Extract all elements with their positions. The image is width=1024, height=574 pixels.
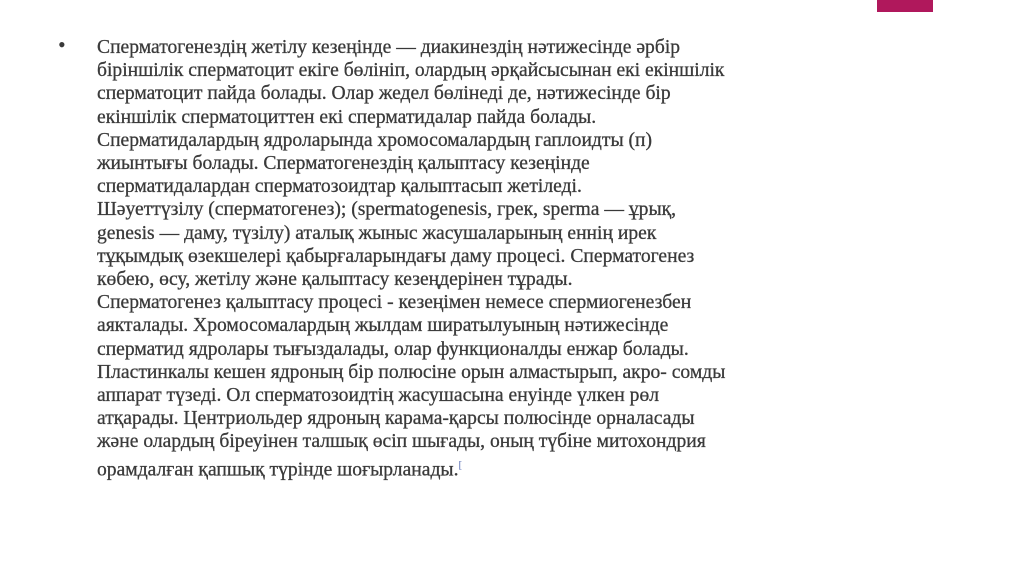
paragraph-line: екіншілік сперматоциттен екі сперматидалар пайда болады. — [97, 106, 597, 128]
paragraph-line-text: орамдалған қапшық түрінде шоғырланады. — [97, 459, 459, 481]
paragraph-line: аппарат түзеді. Ол сперматозоидтің жасушасына енуінде үлкен рөл — [97, 385, 660, 407]
paragraph-line: Шәуеттүзілу (сперматогенез); (spermatogenesis, грек, sperma — ұрық, — [97, 199, 677, 221]
paragraph-line: Сперматогенездің жетілу кезеңінде — диакинездің нәтижесінде әрбір — [97, 37, 681, 58]
paragraph-line: жиынтығы болады. Сперматогенездің қалыптасу кезеңінде — [97, 153, 590, 175]
paragraph-line: біріншілік сперматоцит екіге бөлініп, олардың әрқайсысынан екі екіншілік — [97, 60, 725, 82]
paragraph-line: сперматоцит пайда болады. Олар жедел бөлінеді де, нәтижесінде бір — [97, 83, 671, 105]
paragraph-line: Сперматогенез қалыптасу процесі - кезеңімен немесе спермиогенезбен — [97, 292, 692, 314]
bullet-marker: • — [58, 32, 66, 57]
paragraph-line: сперматидалардан сперматозоидтар қалыптасып жетіледі. — [97, 176, 582, 198]
paragraph-line: көбею, өсу, жетілу және қалыптасу кезеңдерінен тұрады. — [97, 269, 573, 291]
accent-block — [877, 0, 933, 12]
paragraph-line: аякталады. Хромосомалардың жылдам ширатылуының нәтижесінде — [97, 315, 669, 337]
paragraph-line: Сперматидалардың ядроларында хромосомалардың гаплоидты (п) — [97, 129, 653, 151]
paragraph-line: genesis — даму, түзілу) аталық жыныс жасушаларының еннің ирек — [97, 222, 657, 244]
body-paragraph — [97, 36, 947, 481]
paragraph-line: Пластинкалы кешен ядроның бір полюсіне орын алмастырып, акро- сомды — [97, 361, 726, 383]
paragraph-line: және олардың біреуінен талшық өсіп шығады, оның түбіне митохондрия — [97, 431, 706, 453]
paragraph-line: тұқымдық өзекшелері қабырғаларындағы даму процесі. Сперматогенез — [97, 245, 695, 267]
paragraph-line: атқарады. Центриольдер ядроның карама-қарсы полюсінде орналасады — [97, 408, 695, 430]
paragraph-line-last — [97, 454, 947, 482]
paragraph-line: сперматид ядролары тығыздалады, олар функционалды енжар болады. — [97, 338, 689, 360]
reference-mark[interactable]: [ — [458, 458, 463, 471]
